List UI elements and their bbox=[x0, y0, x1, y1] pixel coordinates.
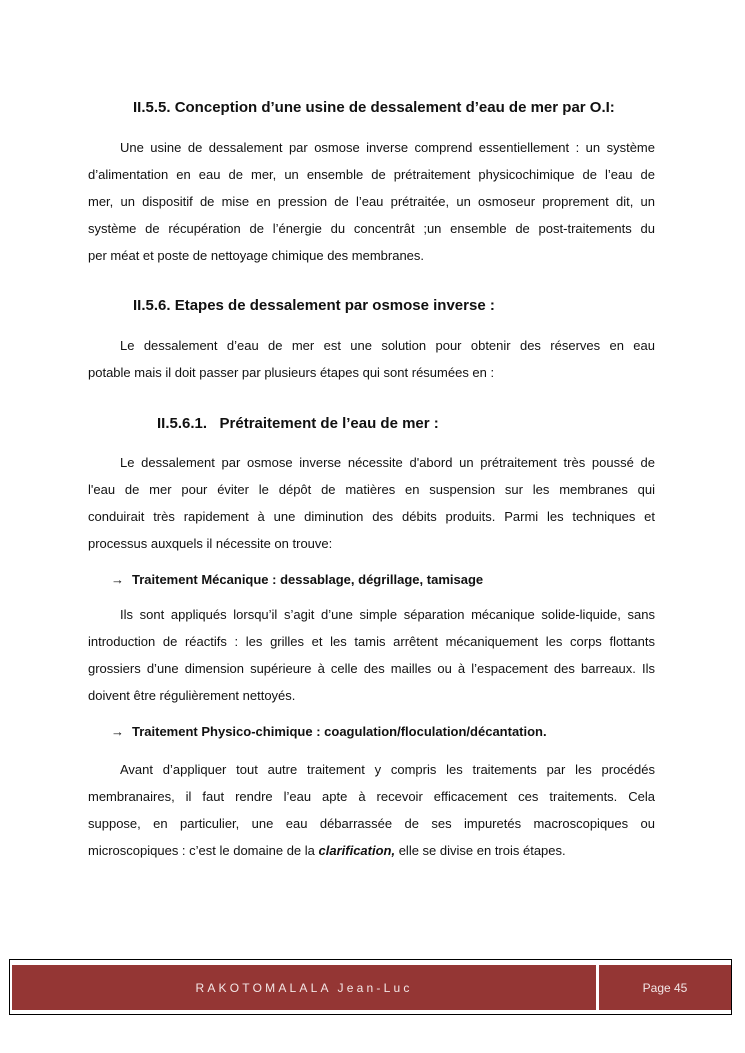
paragraph-line: suppose, en particulier, une eau débarrassée de ses impuretés macroscopiques ou bbox=[88, 816, 655, 831]
text-segment: microscopiques : c’est le domaine de la bbox=[88, 843, 319, 858]
paragraph-line: mer, un dispositif de mise en pression de l’eau prétraitée, un osmoseur proprement dit, un bbox=[88, 194, 655, 209]
arrow-right-icon: → bbox=[111, 572, 124, 587]
bullet-traitement-mecanique bbox=[111, 572, 483, 587]
paragraph-line: l'eau de mer pour éviter le dépôt de matières en suspension sur les membranes qui bbox=[88, 482, 655, 497]
bullet-traitement-physico-chimique bbox=[111, 724, 547, 739]
heading-section-2-5-6-1: II.5.6.1. Prétraitement de l’eau de mer : bbox=[157, 415, 439, 432]
paragraph-line bbox=[88, 843, 655, 859]
heading-section-2-5-5: II.5.5. Conception d’une usine de dessalement d’eau de mer par O.I: bbox=[133, 99, 615, 116]
footer-author: RAKOTOMALALA Jean-Luc bbox=[12, 965, 596, 1010]
paragraph-line: système de récupération de l’énergie du concentrât ;un ensemble de post-traitements du bbox=[88, 221, 655, 236]
paragraph-line: Ils sont appliqués lorsqu’il s’agit d’une simple séparation mécanique solide-liquide, sans bbox=[120, 607, 655, 622]
paragraph-line: Le dessalement d’eau de mer est une solution pour obtenir des réserves en eau bbox=[120, 338, 655, 353]
paragraph-line: processus auxquels il nécessite on trouve: bbox=[88, 536, 333, 551]
paragraph-line: membranaires, il faut rendre l’eau apte à recevoir efficacement ces traitements. Cela bbox=[88, 789, 655, 804]
paragraph-line: Avant d’appliquer tout autre traitement y compris les traitements par les procédés bbox=[120, 762, 655, 777]
paragraph-line: doivent être régulièrement nettoyés. bbox=[88, 688, 296, 703]
arrow-right-icon: → bbox=[111, 724, 124, 739]
bullet-text: Traitement Mécanique : dessablage, dégrillage, tamisage bbox=[132, 572, 484, 587]
footer-page-number: Page 45 bbox=[599, 965, 731, 1010]
paragraph-line: Une usine de dessalement par osmose inverse comprend essentiellement : un système bbox=[120, 140, 655, 155]
heading-section-2-5-6: II.5.6. Etapes de dessalement par osmose inverse : bbox=[133, 297, 495, 314]
paragraph-line: grossiers d’une dimension supérieure à celle des mailles ou à l’espacement des barreaux. Ils bbox=[88, 661, 655, 676]
paragraph-line: per méat et poste de nettoyage chimique des membranes. bbox=[88, 248, 425, 263]
paragraph-line: d’alimentation en eau de mer, un ensemble de prétraitement physicochimique de l’eau de bbox=[88, 167, 655, 182]
text-segment: elle se divise en trois étapes. bbox=[395, 843, 566, 858]
paragraph-line: Le dessalement par osmose inverse nécessite d'abord un prétraitement très poussé de bbox=[120, 455, 655, 470]
paragraph-line: potable mais il doit passer par plusieurs étapes qui sont résumées en : bbox=[88, 365, 495, 380]
paragraph-line: conduirait très rapidement à une diminution des débits produits. Parmi les techniques et bbox=[88, 509, 655, 524]
emphasis-clarification: clarification, bbox=[318, 843, 396, 858]
paragraph-line: introduction de réactifs : les grilles et les tamis arrêtent mécaniquement les corps flottants bbox=[88, 634, 655, 649]
bullet-text: Traitement Physico-chimique : coagulation/floculation/décantation. bbox=[132, 724, 547, 739]
